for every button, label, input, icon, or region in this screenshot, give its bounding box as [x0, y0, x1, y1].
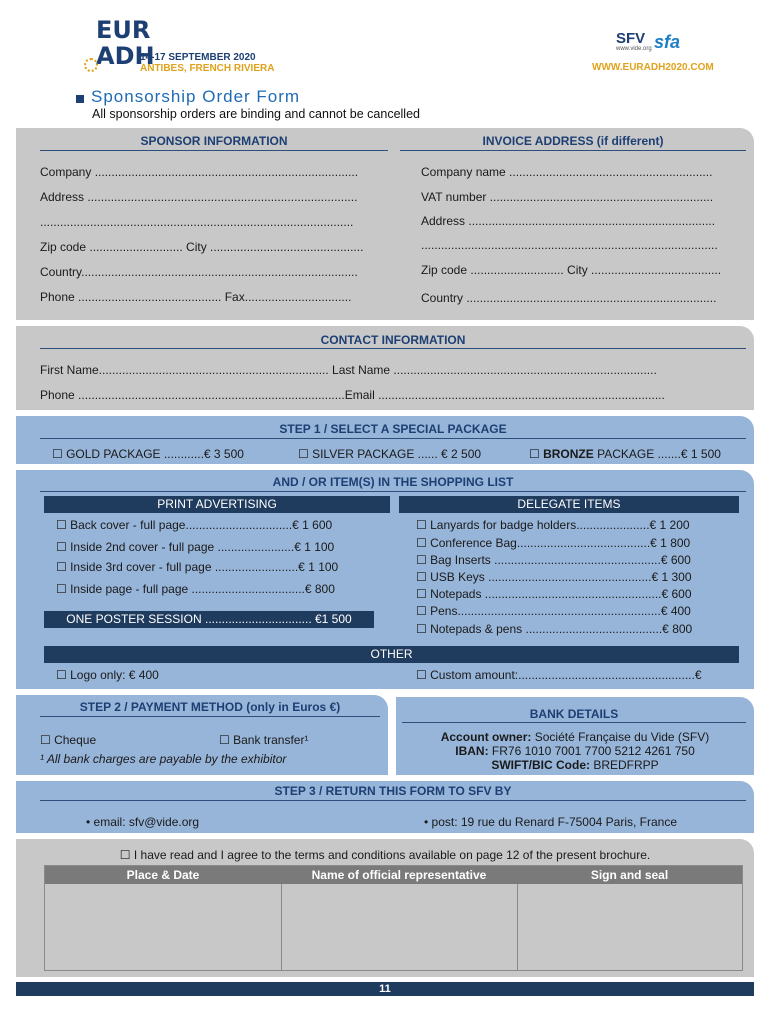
delegate-item-pens[interactable]: ☐ Pens.............................................................€ 400: [416, 604, 691, 618]
bank-heading: BANK DETAILS: [529, 707, 619, 721]
invoice-company-field[interactable]: Company name .............................................................: [421, 165, 713, 179]
sfa-logo: sfa: [654, 32, 681, 52]
delegate-items-heading: DELEGATE ITEMS: [399, 496, 739, 513]
print-item-inside-page[interactable]: ☐ Inside page - full page ..................................€ 800: [56, 582, 335, 596]
step1-heading: STEP 1 / SELECT A SPECIAL PACKAGE: [279, 422, 507, 436]
bronze-package-option[interactable]: [529, 447, 721, 461]
invoice-heading: INVOICE ADDRESS (if different): [482, 134, 664, 148]
delegate-item-notepads-pens[interactable]: ☐ Notepads & pens .........................................€ 800: [416, 622, 693, 636]
account-owner-label: Account owner:: [440, 730, 532, 744]
account-owner-value: Société Française du Vide (SFV): [531, 730, 710, 744]
step2-rule: [40, 716, 380, 717]
step1-rule: [40, 438, 746, 439]
official-representative-cell[interactable]: [282, 884, 518, 970]
delegate-item-lanyards[interactable]: ☐ Lanyards for badge holders......................€ 1 200: [416, 518, 690, 532]
logo-star-ring-icon: [84, 58, 98, 72]
swift-value: BREDFRPP: [589, 758, 659, 772]
delegate-item-usb-keys[interactable]: ☐ USB Keys .................................................€ 1 300: [416, 570, 692, 584]
print-advertising-heading: PRINT ADVERTISING: [44, 496, 390, 513]
swift: [396, 758, 754, 772]
gold-package-option[interactable]: ☐ GOLD PACKAGE ............€ 3 500: [52, 447, 244, 461]
sfv-logo: SFV: [616, 30, 646, 47]
iban-value: FR76 1010 7001 7700 5212 4261 750: [488, 744, 695, 758]
other-heading: OTHER: [44, 646, 739, 663]
zip-city-field[interactable]: Zip code ............................ City ..............................................: [40, 240, 364, 254]
phone-email-field[interactable]: Phone ................................................................................Email ......................................................................................: [40, 388, 665, 402]
iban: [396, 744, 754, 758]
invoice-vat-field[interactable]: VAT number ...................................................................: [421, 190, 714, 204]
column-place-date: Place & Date: [45, 866, 281, 884]
title-bullet-icon: [76, 95, 84, 103]
form-title: Sponsorship Order Form: [91, 87, 301, 106]
bank-rule: [402, 722, 746, 723]
poster-session-option[interactable]: ONE POSTER SESSION ................................ €1 500: [44, 611, 374, 628]
bank-transfer-option[interactable]: ☐ Bank transfer¹: [219, 733, 309, 747]
contact-heading: CONTACT INFORMATION: [320, 333, 466, 347]
iban-label: IBAN:: [455, 744, 489, 758]
invoice-rule: [400, 150, 746, 151]
return-email[interactable]: • email: sfv@vide.org: [86, 815, 200, 829]
sfv-website: www.vide.org: [616, 46, 652, 52]
invoice-address2-field[interactable]: .........................................................................................: [421, 238, 718, 252]
address-field[interactable]: Address .................................................................................: [40, 190, 358, 204]
sponsor-info-heading: SPONSOR INFORMATION: [140, 134, 288, 148]
step3-rule: [40, 800, 746, 801]
shopping-rule: [40, 491, 746, 492]
event-dates: 14-17 SEPTEMBER 2020: [140, 52, 256, 63]
phone-fax-field[interactable]: Phone ........................................... Fax................................: [40, 290, 352, 304]
website-link[interactable]: WWW.EURADH2020.COM: [592, 62, 714, 73]
return-post: • post: 19 rue du Renard F-75004 Paris, France: [424, 815, 678, 829]
step2-heading: STEP 2 / PAYMENT METHOD (only in Euros €): [79, 700, 341, 714]
shopping-heading: AND / OR ITEM(S) IN THE SHOPPING LIST: [272, 475, 514, 489]
invoice-country-field[interactable]: Country ...........................................................................: [421, 291, 717, 305]
invoice-address-field[interactable]: Address ..........................................................................: [421, 214, 716, 228]
print-item-inside-3rd[interactable]: ☐ Inside 3rd cover - full page .........................€ 1 100: [56, 560, 339, 574]
form-subtitle: All sponsorship orders are binding and cannot be cancelled: [92, 107, 420, 121]
step3-heading: STEP 3 / RETURN THIS FORM TO SFV BY: [274, 784, 512, 798]
logo-eur: EUR: [96, 16, 151, 44]
logo-only-option[interactable]: ☐ Logo only: € 400: [56, 668, 159, 682]
bronze-label: BRONZE: [543, 447, 594, 461]
delegate-item-bag-inserts[interactable]: ☐ Bag Inserts ..................................................€ 600: [416, 553, 691, 567]
sponsor-info-rule: [40, 150, 388, 151]
delegate-item-notepads[interactable]: ☐ Notepads .....................................................€ 600: [416, 587, 692, 601]
print-item-back-cover[interactable]: ☐ Back cover - full page................................€ 1 600: [56, 518, 333, 532]
place-date-cell[interactable]: [45, 884, 282, 970]
cheque-option[interactable]: ☐ Cheque: [40, 733, 97, 747]
column-official-representative: Name of official representative: [281, 866, 517, 884]
account-owner: [396, 730, 754, 744]
signature-table: [44, 865, 743, 971]
delegate-item-conference-bag[interactable]: ☐ Conference Bag........................................€ 1 800: [416, 536, 691, 550]
bank-charges-note: ¹ All bank charges are payable by the exhibitor: [40, 752, 287, 766]
silver-package-option[interactable]: ☐ SILVER PACKAGE ...... € 2 500: [298, 447, 482, 461]
column-sign-seal: Sign and seal: [517, 866, 742, 884]
logo-adh: ADH: [96, 42, 155, 70]
country-field[interactable]: Country...................................................................................: [40, 265, 358, 279]
swift-label: SWIFT/BIC Code:: [491, 758, 590, 772]
page-number: 11: [16, 982, 754, 996]
bronze-price: PACKAGE .......€ 1 500: [593, 447, 721, 461]
invoice-zip-city-field[interactable]: Zip code ............................ City .......................................: [421, 263, 722, 277]
custom-amount-option[interactable]: ☐ Custom amount:.....................................................€: [416, 668, 702, 682]
first-last-name-field[interactable]: First Name..................................................................... Last Name ...............................................................................: [40, 363, 657, 377]
print-item-inside-2nd[interactable]: ☐ Inside 2nd cover - full page .......................€ 1 100: [56, 540, 335, 554]
address2-field[interactable]: ..............................................................................................: [40, 215, 354, 229]
contact-rule: [40, 348, 746, 349]
terms-agreement-checkbox[interactable]: ☐ I have read and I agree to the terms and conditions available on page 12 of the present brochure.: [119, 848, 651, 862]
event-place: ANTIBES, FRENCH RIVIERA: [140, 63, 275, 74]
company-field[interactable]: Company ...............................................................................: [40, 165, 359, 179]
sign-seal-cell[interactable]: [518, 884, 742, 970]
bronze-checkbox[interactable]: ☐: [529, 447, 544, 461]
